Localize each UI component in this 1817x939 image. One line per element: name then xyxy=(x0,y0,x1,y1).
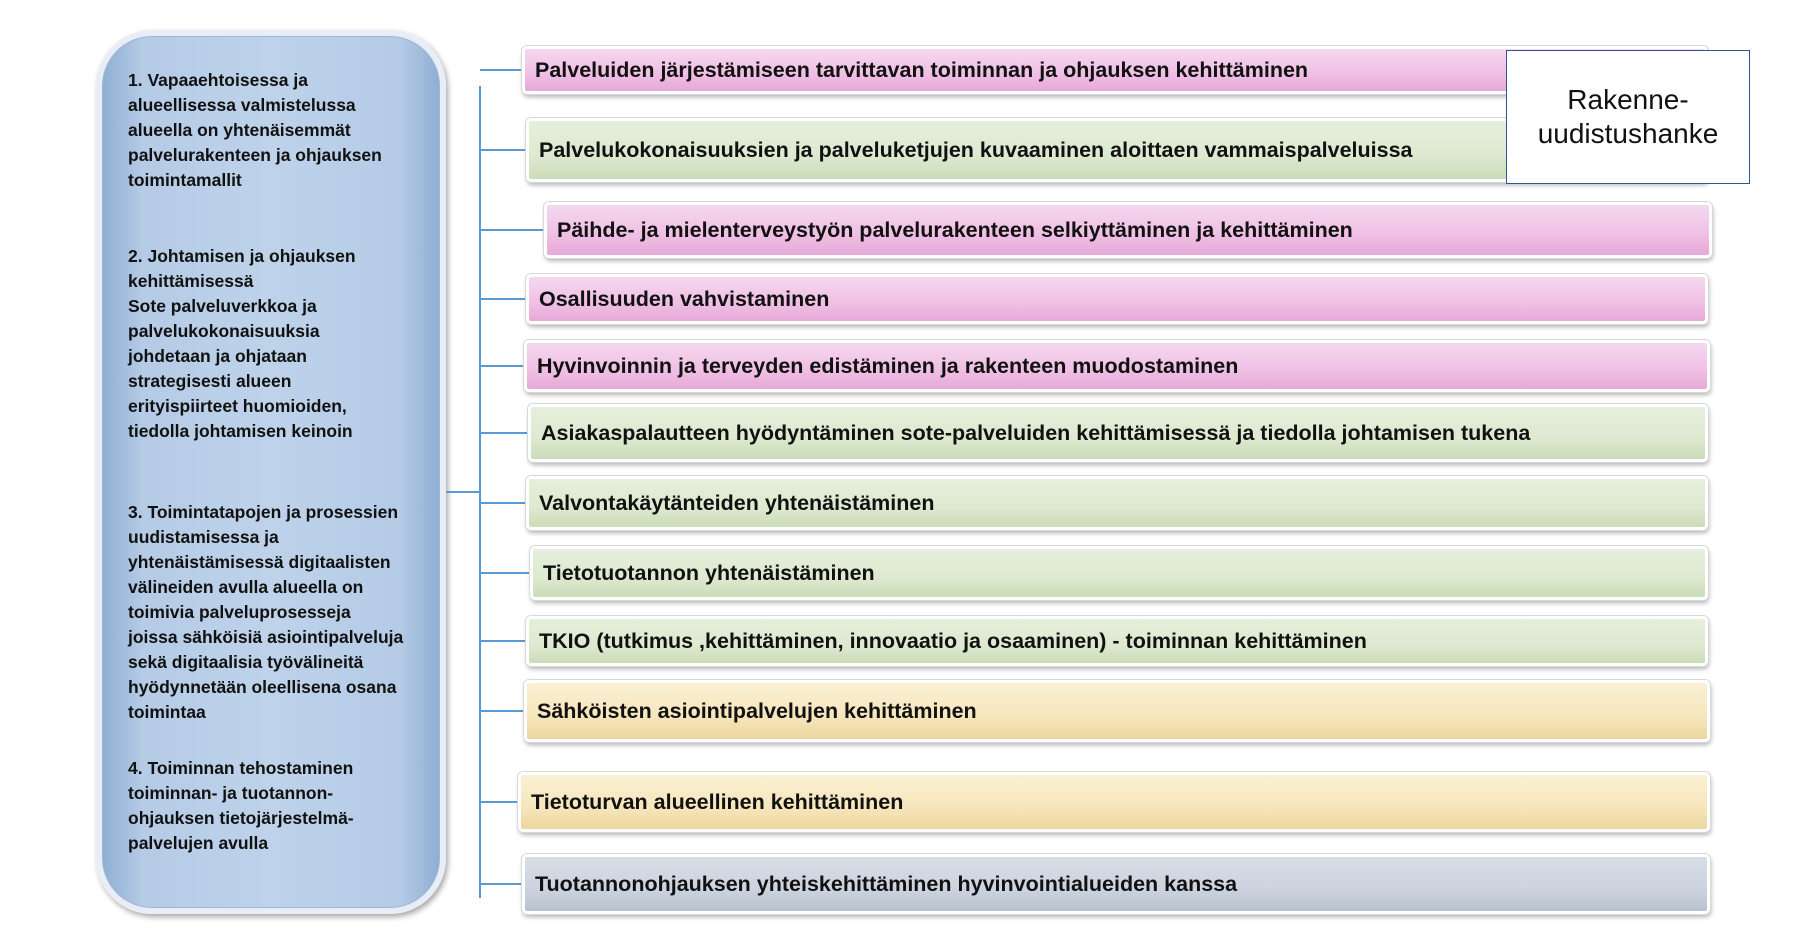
project-label: Hyvinvoinnin ja terveyden edistäminen ja rakenteen muodostaminen xyxy=(537,353,1239,378)
project-label: TKIO (tutkimus ,kehittäminen, innovaatio ja osaaminen) - toiminnan kehittäminen xyxy=(539,628,1367,653)
project-label: Osallisuuden vahvistaminen xyxy=(539,286,830,311)
project-bar xyxy=(528,404,1708,462)
project-bar xyxy=(524,680,1710,742)
goal-1: 1. Vapaaehtoisessa ja alueellisessa valmistelussa alueella on yhtenäisemmät palvelurakenteen ja ohjauksen toimintamallit xyxy=(128,70,382,190)
project-label: Tuotannonohjauksen yhteiskehittäminen hyvinvointialueiden kanssa xyxy=(535,871,1238,896)
project-bar xyxy=(522,854,1710,914)
goal-3: 3. Toimintatapojen ja prosessien uudistamisessa ja yhtenäistämisessä digitaalisten välineiden avulla alueella on toimivia palveluprosesseja joissa sähköisiä asiointipalveluja sekä digitaalisia työvälineitä hyödynnetään oleellisena osana toimintaa xyxy=(128,502,404,722)
project-bar xyxy=(526,616,1708,666)
project-label: Tietotuotannon yhtenäistäminen xyxy=(543,560,875,585)
project-label: Valvontakäytänteiden yhtenäistäminen xyxy=(539,490,935,515)
project-label: Palvelukokonaisuuksien ja palveluketjujen kuvaaminen aloittaen vammaispalveluissa xyxy=(539,137,1413,162)
project-bar xyxy=(526,274,1708,324)
project-label: Sähköisten asiointipalvelujen kehittäminen xyxy=(537,698,977,723)
project-label: Päihde- ja mielenterveystyön palvelurakenteen selkiyttäminen ja kehittäminen xyxy=(557,217,1353,242)
callout-box: Rakenne- uudistushanke xyxy=(1506,50,1750,184)
project-bar xyxy=(544,202,1712,258)
project-label: Palveluiden järjestämiseen tarvittavan toiminnan ja ohjauksen kehittäminen xyxy=(535,57,1309,82)
goal-2: 2. Johtamisen ja ohjauksen kehittämisessä Sote palveluverkkoa ja palvelukokonaisuuksia johdetaan ja ohjataan strategisesti alueen erityispiirteet huomioiden, tiedolla johtamisen keinoin xyxy=(128,246,356,441)
project-bar xyxy=(526,476,1708,530)
project-bar xyxy=(524,340,1710,392)
goal-4: 4. Toiminnan tehostaminen toiminnan- ja tuotannon- ohjauksen tietojärjestelmä- palvelujen avulla xyxy=(128,758,354,853)
project-bar xyxy=(530,546,1708,600)
project-bar xyxy=(518,772,1710,832)
project-label: Tietoturvan alueellinen kehittäminen xyxy=(531,789,904,814)
project-label: Asiakaspalautteen hyödyntäminen sote-palveluiden kehittämisessä ja tiedolla johtamisen tukena xyxy=(541,420,1531,445)
